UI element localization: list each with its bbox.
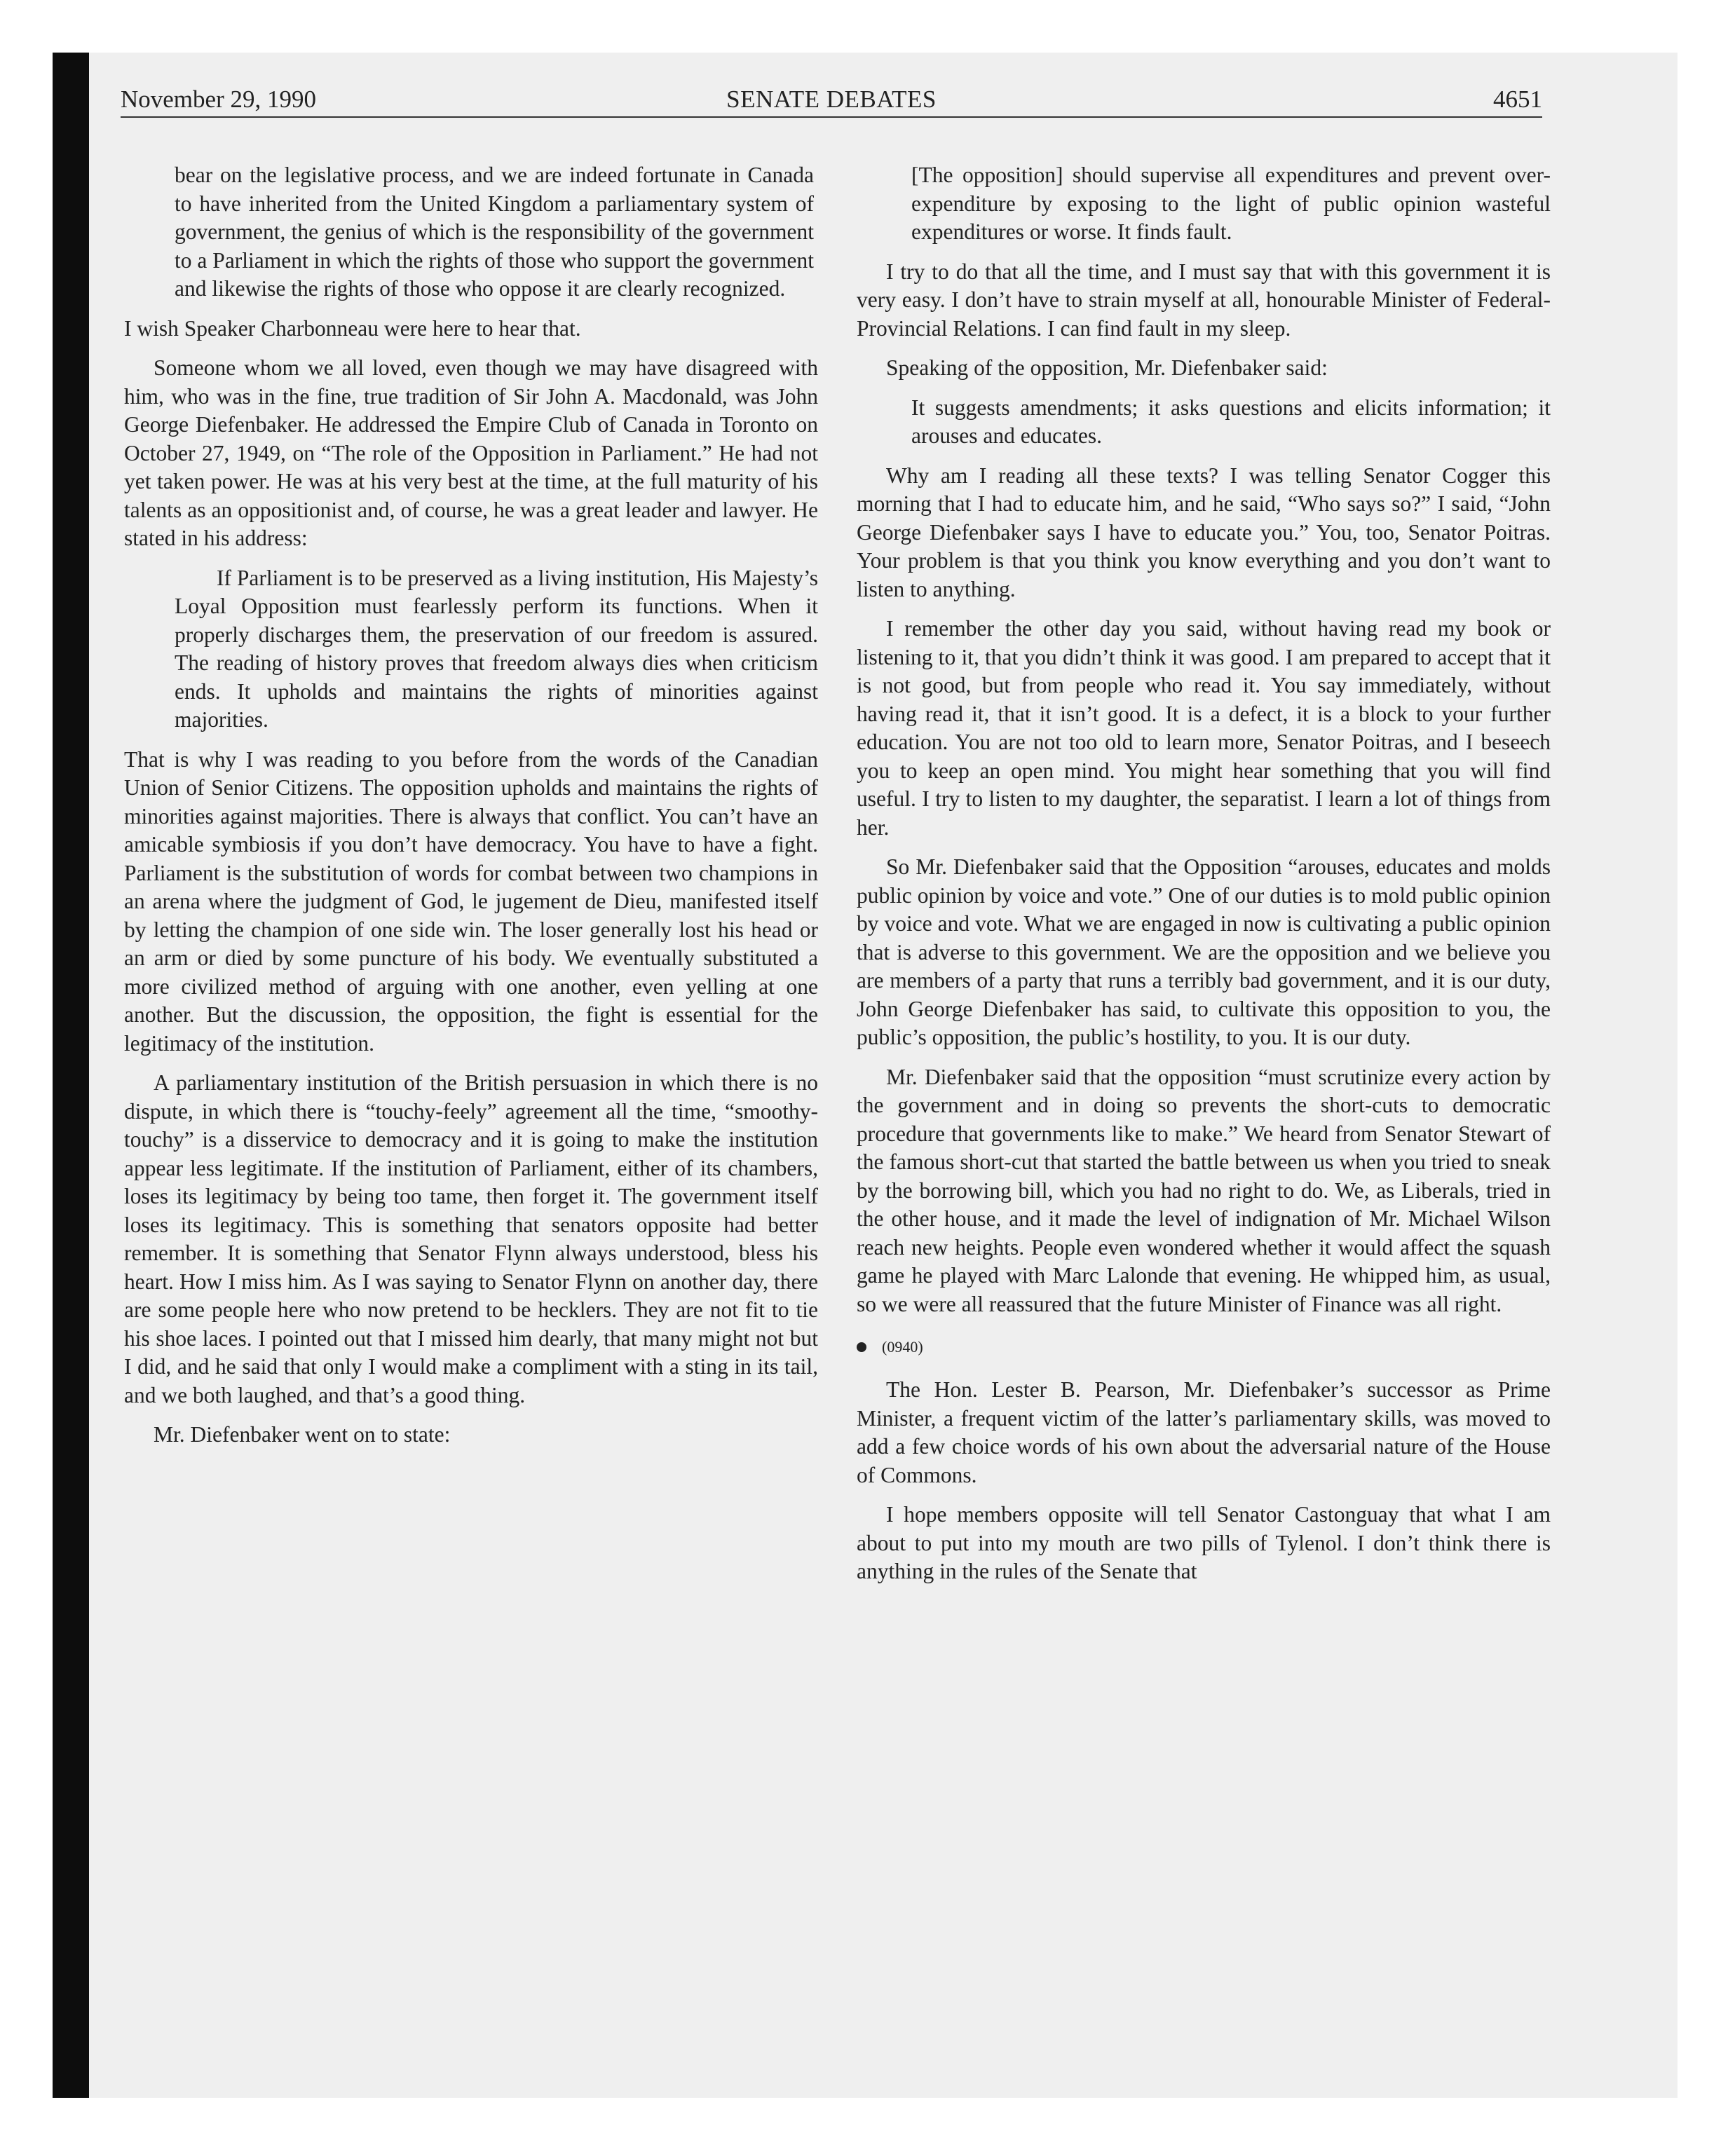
paragraph: Someone whom we all loved, even though we may have disagreed with him, who was in the fine, true tradition of Sir John A. Macdonald, was John George Diefenbaker. He addressed the Empire Club of Canada in Toronto on October 27, 1949, on “The role of the Opposition in Parliament.” He had not yet taken power. He was at his very best at the time, at the full maturity of his talents as an oppositionist and, of course, he was a great leader and lawyer. He stated in his address: — [124, 355, 818, 550]
right-column — [857, 161, 1551, 1597]
quote-continuation: bear on the legislative process, and we are indeed fortunate in Canada to have inherited from the United Kingdom a parliamentary system of government, the genius of which is the responsibility of the government to a Parliament in which the rights of those who support the government and likewise the rights of those who oppose it are clearly recognized. — [175, 163, 814, 301]
time-marker — [857, 1337, 1551, 1358]
header-date: November 29, 1990 — [121, 86, 316, 113]
paragraph: I hope members opposite will tell Senator Castonguay that what I am about to put into my mouth are two pills of Tylenol. I don’t think there is anything in the rules of the Senate that — [857, 1502, 1551, 1583]
paragraph: Speaking of the opposition, Mr. Diefenbaker said: — [886, 355, 1328, 380]
binding-edge — [53, 53, 89, 2098]
paragraph: Mr. Diefenbaker went on to state: — [154, 1422, 451, 1447]
running-header — [121, 83, 1542, 118]
paragraph: The Hon. Lester B. Pearson, Mr. Diefenbaker’s successor as Prime Minister, a frequent victim of the latter’s parliamentary skills, was moved to add a few choice words of his own about the adversarial nature of the House of Commons. — [857, 1377, 1551, 1487]
block-quote: [The opposition] should supervise all expenditures and prevent over-expenditure by exposing to the light of public opinion wasteful expenditures or worse. It finds fault. — [911, 163, 1551, 244]
paragraph: That is why I was reading to you before from the words of the Canadian Union of Senior Citizens. The opposition upholds and maintains the rights of minorities against majorities. There is always that conflict. You can’t have an amicable symbiosis if you don’t have democracy. You have to have a fight. Parliament is the substitution of words for combat between two champions in an arena where the judgment of God, le jugement de Dieu, manifested itself by letting the champion of one side win. The loser generally lost his head or an arm or died by some puncture of his body. We eventually substituted a more civilized method of arguing with one another, even yelling at one another. But the discussion, the opposition, the fight is essential for the legitimacy of the institution. — [124, 746, 818, 1056]
paragraph: I remember the other day you said, without having read my book or listening to it, that you didn’t think it was good. I am prepared to accept that it is not good, but from people who read it. You say immediately, without having read it, that it isn’t good. It is a defect, it is a block to your further education. You are not too old to learn more, Senator Poitras, and I beseech you to keep an open mind. You might hear something that you will find useful. I try to listen to my daughter, the separatist. I learn a lot of things from her. — [857, 616, 1551, 840]
block-quote: It suggests amendments; it asks questions and elicits information; it arouses and educates. — [911, 395, 1551, 448]
left-column — [124, 161, 818, 1461]
publication-title: SENATE DEBATES — [726, 86, 937, 113]
bullet-icon — [857, 1342, 866, 1352]
block-quote: If Parliament is to be preserved as a living institution, His Majesty’s Loyal Opposition must fearlessly perform its functions. When it properly discharges them, the preservation of our freedom is assured. The reading of history proves that freedom always dies when criticism ends. It upholds and maintains the rights of minorities against majorities. — [175, 565, 818, 732]
paragraph: I wish Speaker Charbonneau were here to hear that. — [124, 315, 581, 341]
time-marker-label: (0940) — [882, 1338, 923, 1356]
paragraph: Why am I reading all these texts? I was telling Senator Cogger this morning that I had to educate him, and he said, “Who says so?” I said, “John George Diefenbaker says I have to educate you.” You, too, Senator Poitras. Your problem is that you think you know everything and you don’t want to listen to anything. — [857, 463, 1551, 601]
paragraph: I try to do that all the time, and I must say that with this government it is very easy. I don’t have to strain myself at all, honourable Minister of Federal-Provincial Relations. I can find fault in my sleep. — [857, 259, 1551, 341]
page-number: 4651 — [1493, 86, 1542, 113]
paragraph: A parliamentary institution of the British persuasion in which there is no dispute, in which there is “touchy-feely” agreement all the time, “smoothy-touchy” is a disservice to democracy and it is going to make the institution appear less legitimate. If the institution of Parliament, either of its chambers, loses its legitimacy by being too tame, then forget it. The government itself loses its legitimacy. This is something that senators opposite had better remember. It is something that Senator Flynn always understood, bless his heart. How I miss him. As I was saying to Senator Flynn on another day, there are some people here who now pretend to be hecklers. They are not fit to tie his shoe laces. I pointed out that I missed him dearly, that many might not but I did, and he said that only I would make a compliment with a sting in its tail, and we both laughed, and that’s a good thing. — [124, 1070, 818, 1407]
paragraph: Mr. Diefenbaker said that the opposition “must scrutinize every action by the government and in doing so prevents the short-cuts to democratic procedure that governments like to make.” We heard from Senator Stewart of the famous short-cut that started the battle between us when you tried to sneak by the borrowing bill, which you had no right to do. We, as Liberals, tried in the other house, and it made the level of indignation of Mr. Michael Wilson reach new heights. People even wondered whether it would affect the squash game he played with Marc Lalonde that evening. He whipped him, as usual, so we were all reassured that the future Minister of Finance was all right. — [857, 1064, 1551, 1316]
paragraph: So Mr. Diefenbaker said that the Opposition “arouses, educates and molds public opinion by voice and vote.” One of our duties is to mold public opinion by voice and vote. What we are engaged in now is cultivating a public opinion that is adverse to this government. We are the opposition and we believe you are members of a party that runs a terribly bad government, and it is our duty, John George Diefenbaker has said, to cultivate this opposition to you, the public’s opposition, the public’s hostility, to you. It is our duty. — [857, 854, 1551, 1049]
